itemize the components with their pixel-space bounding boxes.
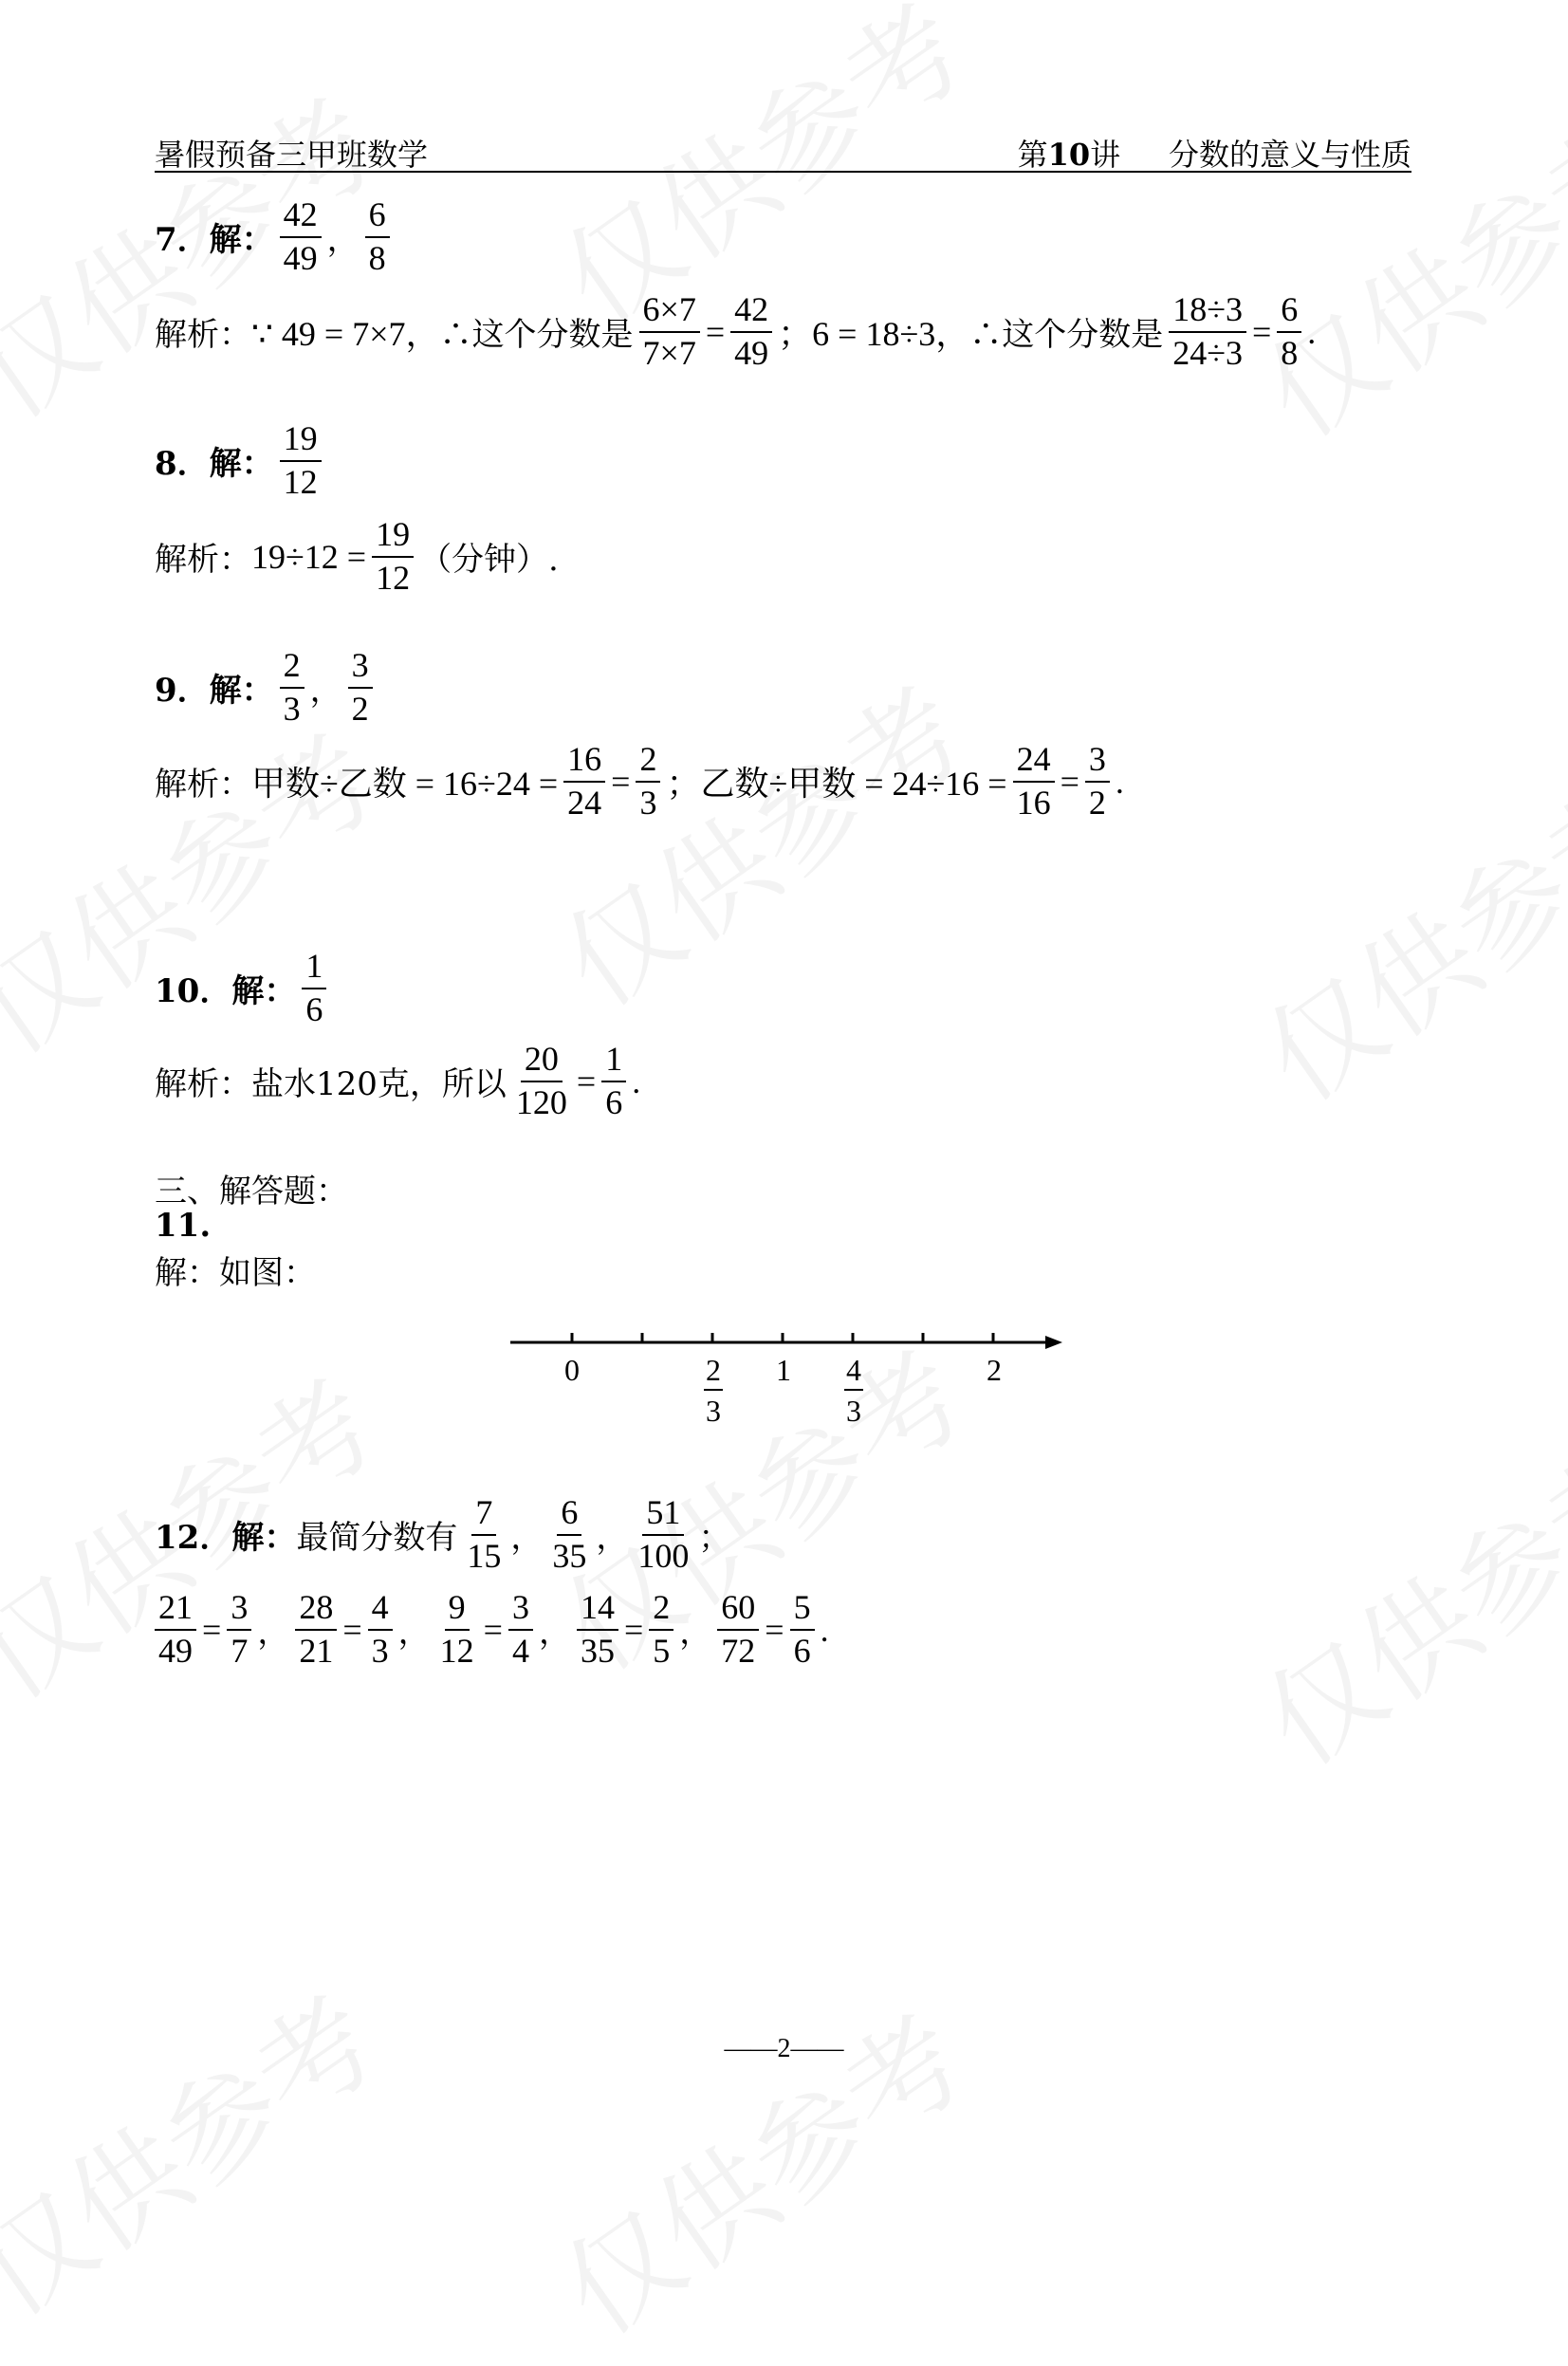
- fraction: $\frac{6\times 7}{7\times 7}$: [639, 292, 700, 372]
- fraction: $\frac{21}{49}$: [155, 1590, 196, 1670]
- fraction: $\frac{19}{12}$: [372, 517, 414, 597]
- fraction: $\frac{60}{72}$: [717, 1590, 759, 1670]
- q8-analysis: 解析： 19÷12 = $\frac{19}{12}$ （分钟）.: [155, 515, 559, 597]
- fraction: $\frac{20}{120}$: [515, 1040, 567, 1121]
- q7-answer: 7．解： $\frac{42}{49}$ ， $\frac{6}{8}$: [155, 197, 396, 277]
- fraction: $\frac{51}{100}$: [637, 1493, 690, 1575]
- fraction: $\frac{24}{16}$: [1013, 742, 1055, 822]
- nl-label-4-3-num: 4: [846, 1353, 861, 1387]
- fraction: $\frac{6}{8}$: [1277, 292, 1301, 372]
- q11-answer: 解：如图：: [155, 1254, 316, 1292]
- page-header: [155, 131, 1411, 173]
- q10-analysis: 解析： 盐水120克，所以 $\frac{20}{120}$ = $\frac{1}{6}$ .: [155, 1040, 641, 1121]
- watermark: [1227, 738, 1568, 1133]
- fraction: $\frac{2}{3}$: [636, 742, 660, 822]
- fraction: $\frac{3}{7}$: [227, 1590, 251, 1670]
- fraction: $\frac{9}{12}$: [439, 1588, 474, 1670]
- fraction: $\frac{6}{35}$: [552, 1493, 587, 1575]
- fraction: $\frac{6}{8}$: [365, 197, 390, 277]
- nl-label-1: 1: [776, 1353, 791, 1387]
- watermark: [526, 1971, 992, 2366]
- number-line: [503, 1319, 1072, 1442]
- nl-label-4-3-den: 3: [846, 1394, 861, 1428]
- fraction: $\frac{18\div 3}{24\div 3}$: [1169, 292, 1246, 372]
- lecture-title: 第10讲 分数的意义与性质: [1017, 137, 1411, 173]
- arrow-head-icon: [1045, 1336, 1062, 1349]
- course-title: 暑假预备三甲班数学: [155, 137, 429, 173]
- fraction: $\frac{1}{6}$: [302, 949, 326, 1028]
- fraction: $\frac{3}{2}$: [1085, 742, 1110, 822]
- section-heading: 三、解答题：: [155, 1173, 348, 1211]
- fraction: $\frac{42}{49}$: [280, 197, 322, 277]
- q11-label: 11.: [155, 1207, 212, 1245]
- watermark: [1227, 1402, 1568, 1797]
- fraction: $\frac{3}{2}$: [348, 648, 373, 728]
- nl-label-2: 2: [987, 1353, 1002, 1387]
- q9-analysis: 解析： 甲数÷乙数 = 16÷24 = $\frac{16}{24}$ = $\frac{2}{3}$ ；乙数÷甲数 = 24÷16 = $\frac{24}{16}$ = $\frac{3}{2}$ .: [155, 740, 1124, 822]
- fraction: $\frac{3}{4}$: [508, 1590, 533, 1670]
- fraction: $\frac{5}{6}$: [790, 1590, 815, 1670]
- q12-reductions: $\frac{21}{49}$ = $\frac{3}{7}$ ， $\frac{28}{21}$ = $\frac{4}{3}$ ， $\frac{9}{12}$ = $\frac{3}{4}$ ， $\frac{14}{35}$ = $\frac{2}{5}$ ， $\frac{60}{72}$ = $\frac{5}{6}$ .: [155, 1590, 829, 1670]
- fraction: $\frac{14}{35}$: [577, 1590, 618, 1670]
- q10-answer: 10．解： $\frac{1}{6}$: [155, 949, 332, 1028]
- q12-simplest: 12．解： 最简分数有 $\frac{7}{15}$ ， $\frac{6}{35}$ ， $\frac{51}{100}$ ；: [155, 1493, 731, 1575]
- nl-label-2-3-num: 2: [706, 1353, 721, 1387]
- fraction: $\frac{1}{6}$: [601, 1042, 626, 1121]
- fraction: $\frac{42}{49}$: [730, 292, 772, 372]
- q9-answer: 9．解： $\frac{2}{3}$ ， $\frac{3}{2}$: [155, 648, 378, 728]
- page-number: ——2——: [724, 2034, 844, 2063]
- q8-answer: 8．解： $\frac{19}{12}$: [155, 421, 327, 501]
- fraction: $\frac{19}{12}$: [280, 421, 322, 501]
- fraction: $\frac{4}{3}$: [368, 1590, 393, 1670]
- fraction: $\frac{2}{3}$: [280, 648, 304, 728]
- watermark: [0, 1952, 404, 2347]
- q7-analysis: 解析： ∵ 49 = 7×7， ∴这个分数是 $\frac{6\times 7}{7\times 7}$ = $\frac{42}{49}$ ；6 = 18÷3， ∴这个分数是 $\frac{18\div 3}{24\div 3}$ = $\frac{6}{8}$ .: [155, 290, 1317, 372]
- fraction: $\frac{7}{15}$: [467, 1493, 502, 1575]
- watermark: [526, 643, 992, 1038]
- nl-label-2-3-den: 3: [706, 1394, 721, 1428]
- fraction: $\frac{2}{5}$: [649, 1590, 673, 1670]
- fraction: $\frac{28}{21}$: [295, 1590, 337, 1670]
- fraction: $\frac{16}{24}$: [563, 742, 605, 822]
- nl-label-0: 0: [564, 1353, 580, 1387]
